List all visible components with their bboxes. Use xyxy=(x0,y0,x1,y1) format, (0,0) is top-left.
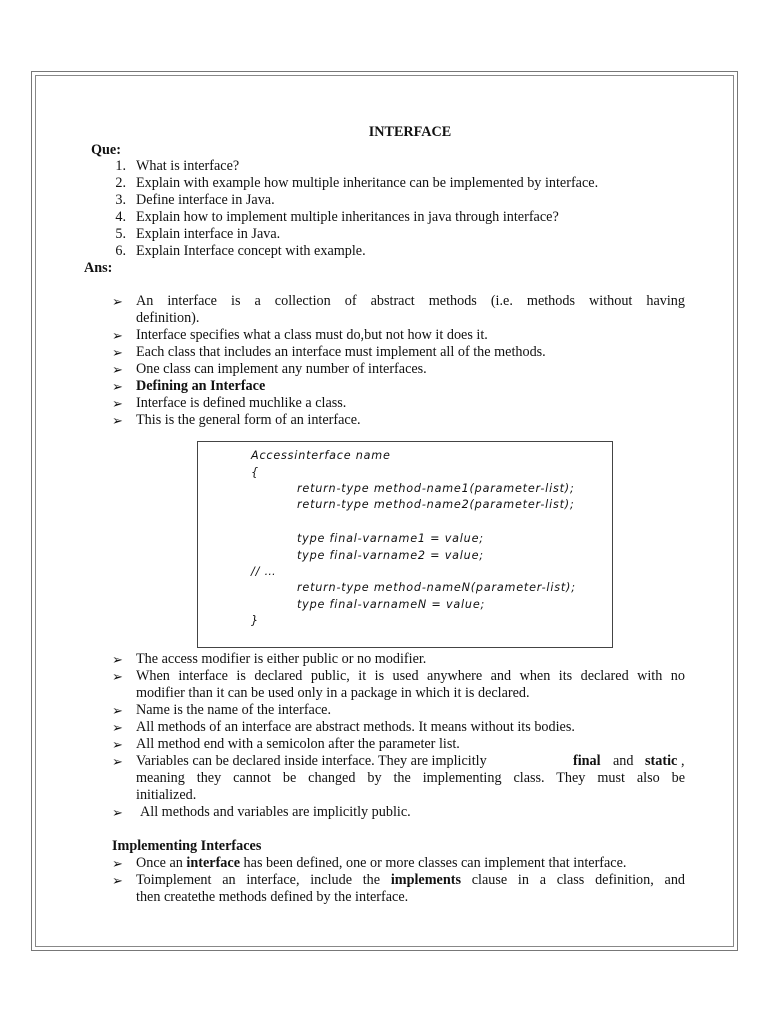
code-line: // … xyxy=(251,565,277,578)
bullet-arrow-icon: ➢ xyxy=(112,294,123,309)
bullet-arrow-icon: ➢ xyxy=(112,328,123,343)
bullet-arrow-icon: ➢ xyxy=(112,413,123,428)
question-text: Explain with example how multiple inheritance can be implemented by interface. xyxy=(136,175,599,191)
note-text: meaning they cannot be changed by the implementing class. They must also be xyxy=(136,770,685,786)
code-line: type final-varname1 = value; xyxy=(297,532,484,545)
impl-text xyxy=(136,872,685,889)
code-line: type final-varname2 = value; xyxy=(297,549,484,562)
question-text: Explain how to implement multiple inheritances in java through interface? xyxy=(136,209,559,225)
bullet-arrow-icon: ➢ xyxy=(112,856,123,871)
code-line: type final-varnameN = value; xyxy=(297,598,486,611)
note-text: , xyxy=(681,753,685,769)
bullet-arrow-icon: ➢ xyxy=(112,362,123,377)
question-number: 1. xyxy=(115,158,126,174)
keyword-static: static xyxy=(645,753,678,769)
bullet-arrow-icon: ➢ xyxy=(112,754,123,769)
answer-text: Interface specifies what a class must do,but not how it does it. xyxy=(136,327,488,343)
impl-text-part: has been defined, one or more classes can implement that interface. xyxy=(243,855,627,871)
keyword-final: final xyxy=(573,753,601,769)
note-text: Name is the name of the interface. xyxy=(136,702,331,718)
note-text: All methods and variables are implicitly public. xyxy=(140,804,411,820)
note-text: initialized. xyxy=(136,787,197,803)
answer-text: definition). xyxy=(136,310,200,326)
answer-text: One class can implement any number of interfaces. xyxy=(136,361,427,377)
question-number: 4. xyxy=(115,209,126,225)
question-number: 6. xyxy=(115,243,126,259)
answer-text: Interface is defined muchlike a class. xyxy=(136,395,347,411)
impl-text xyxy=(136,855,626,872)
impl-text-part: Toimplement an interface, include the xyxy=(136,872,381,888)
code-listing-box xyxy=(197,441,613,648)
note-text: The access modifier is either public or no modifier. xyxy=(136,651,427,667)
note-text: Variables can be declared inside interface. They are implicitly xyxy=(136,753,487,769)
impl-text: then createthe methods defined by the interface. xyxy=(136,889,409,905)
code-line: return-type method-name1(parameter-list); xyxy=(297,482,575,495)
keyword-implements: implements xyxy=(390,872,461,888)
question-text: What is interface? xyxy=(136,158,240,174)
question-text: Explain interface in Java. xyxy=(136,226,281,242)
answer-heading: Defining an Interface xyxy=(136,378,266,394)
bullet-arrow-icon: ➢ xyxy=(112,737,123,752)
note-text: All methods of an interface are abstract methods. It means without its bodies. xyxy=(136,719,575,735)
impl-text-part: Once an xyxy=(136,855,183,871)
section-heading: Implementing Interfaces xyxy=(112,838,262,854)
keyword-interface: interface xyxy=(186,855,240,871)
note-text: and xyxy=(613,753,634,769)
bullet-arrow-icon: ➢ xyxy=(112,652,123,667)
question-text: Explain Interface concept with example. xyxy=(136,243,366,259)
question-number: 2. xyxy=(115,175,126,191)
bullet-arrow-icon: ➢ xyxy=(112,703,123,718)
bullet-arrow-icon: ➢ xyxy=(112,379,123,394)
question-number: 5. xyxy=(115,226,126,242)
code-line: return-type method-name2(parameter-list); xyxy=(297,498,575,511)
bullet-arrow-icon: ➢ xyxy=(112,873,123,888)
impl-text-part: clause in a class definition, and xyxy=(471,872,686,888)
code-line: { xyxy=(251,466,259,479)
answer-text: An interface is a collection of abstract methods (i.e. methods without having xyxy=(136,293,685,309)
question-number: 3. xyxy=(115,192,126,208)
bullet-arrow-icon: ➢ xyxy=(112,396,123,411)
note-text: When interface is declared public, it is used anywhere and when its declared with no xyxy=(136,668,685,684)
question-text: Define interface in Java. xyxy=(136,192,275,208)
bullet-arrow-icon: ➢ xyxy=(112,805,123,820)
ans-label: Ans: xyxy=(84,260,113,276)
answer-text: Each class that includes an interface must implement all of the methods. xyxy=(136,344,546,360)
answer-text: This is the general form of an interface. xyxy=(136,412,361,428)
code-line: return-type method-nameN(parameter-list); xyxy=(297,581,576,594)
note-text: modifier than it can be used only in a package in which it is declared. xyxy=(136,685,530,701)
que-label: Que: xyxy=(91,142,121,158)
code-line: } xyxy=(251,614,259,627)
bullet-arrow-icon: ➢ xyxy=(112,345,123,360)
note-text: All method end with a semicolon after the parameter list. xyxy=(136,736,460,752)
page-title: INTERFACE xyxy=(368,124,452,140)
bullet-arrow-icon: ➢ xyxy=(112,669,123,684)
code-line: Accessinterface name xyxy=(251,449,391,462)
bullet-arrow-icon: ➢ xyxy=(112,720,123,735)
